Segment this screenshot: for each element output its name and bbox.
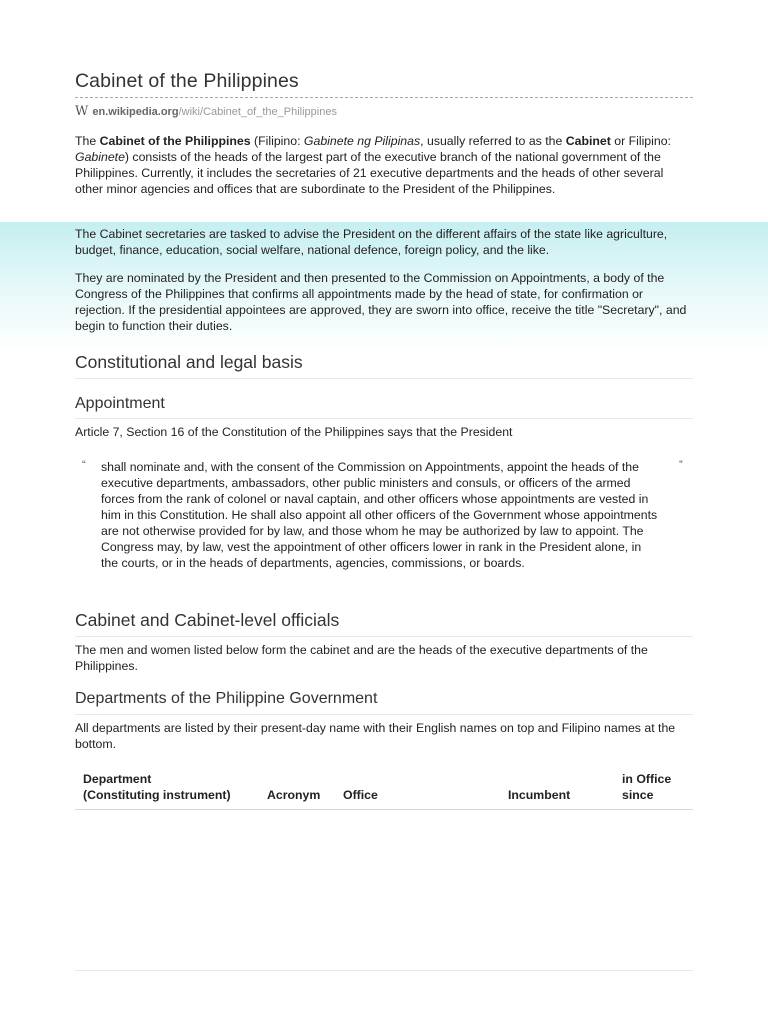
departments-table <box>75 768 693 810</box>
column-header-incumbent: Incumbent <box>508 788 571 802</box>
source-line[interactable] <box>75 104 337 119</box>
source-domain[interactable]: en.wikipedia.org <box>92 106 179 118</box>
intro-paragraph-3: They are nominated by the President and then presented to the Commission on Appointments, a body of the Congress of the Philippines that confirms all appointments made by the head of state, for confirmation or rejection. If the presidential appointees are approved, they are sworn into office, receive the title "Secretary", and begin to function their duties. <box>75 271 687 333</box>
open-quote-icon: “ <box>82 459 86 471</box>
cabinet-paragraph: The men and women listed below form the cabinet and are the heads of the executive departments of the Philippines. <box>75 643 648 673</box>
table-header-row <box>75 768 693 810</box>
intro-paragraph-2: The Cabinet secretaries are tasked to advise the President on the different affairs of the state like agriculture, budget, finance, education, social welfare, national defence, foreign policy, and the like. <box>75 227 668 257</box>
subsection-divider <box>75 418 693 419</box>
column-header-in-office-since: in Office since <box>622 772 672 802</box>
subsection-heading-departments: Departments of the Philippine Government <box>75 690 378 707</box>
close-quote-icon: ” <box>679 459 683 471</box>
column-header-office: Office <box>343 788 378 802</box>
column-header-department: Department (Constituting instrument) <box>83 772 231 802</box>
title-divider <box>75 97 693 98</box>
appointment-lead: Article 7, Section 16 of the Constitution of the Philippines says that the President <box>75 425 513 439</box>
subsection-divider <box>75 714 693 715</box>
section-heading-constitutional: Constitutional and legal basis <box>75 352 303 372</box>
subsection-heading-appointment: Appointment <box>75 395 165 412</box>
section-divider <box>75 636 693 637</box>
page-title: Cabinet of the Philippines <box>75 70 299 92</box>
constitution-quote: shall nominate and, with the consent of the Commission on Appointments, appoint the heads of the executive departments, ambassadors, other public ministers and consuls, or officers of the armed forces from the rank of colonel or naval captain, and other officers whose appointments are vested in him in this Constitution. He shall also appoint all other officers of the Government whose appointments are not otherwise provided for by law, and those whom he may be authorized by law to appoint. The Congress may, by law, vest the appointment of other officers lower in rank in the President alone, in the courts, or in the heads of departments, agencies, commissions, or boards. <box>101 460 658 570</box>
section-divider <box>75 378 693 379</box>
source-path[interactable]: /wiki/Cabinet_of_the_Philippines <box>178 106 337 118</box>
intro-paragraph-1: The Cabinet of the Philippines (Filipino: Gabinete ng Pilipinas, usually referred to as the Cabinet or Filipino: Gabinete) consists of the heads of the largest part of the executive branch of the national government of the Philippines. Currently, it includes the secretaries of 21 executive departments and the heads of other several other minor agencies and offices that are subordinate to the President of the Philippines. <box>75 134 671 196</box>
wikipedia-icon: W <box>75 104 89 119</box>
departments-paragraph: All departments are listed by their present-day name with their English names on top and Filipino names at the bottom. <box>75 721 676 751</box>
column-header-acronym: Acronym <box>267 788 321 802</box>
section-heading-cabinet: Cabinet and Cabinet-level officials <box>75 610 340 630</box>
page-footer-divider <box>75 970 693 971</box>
